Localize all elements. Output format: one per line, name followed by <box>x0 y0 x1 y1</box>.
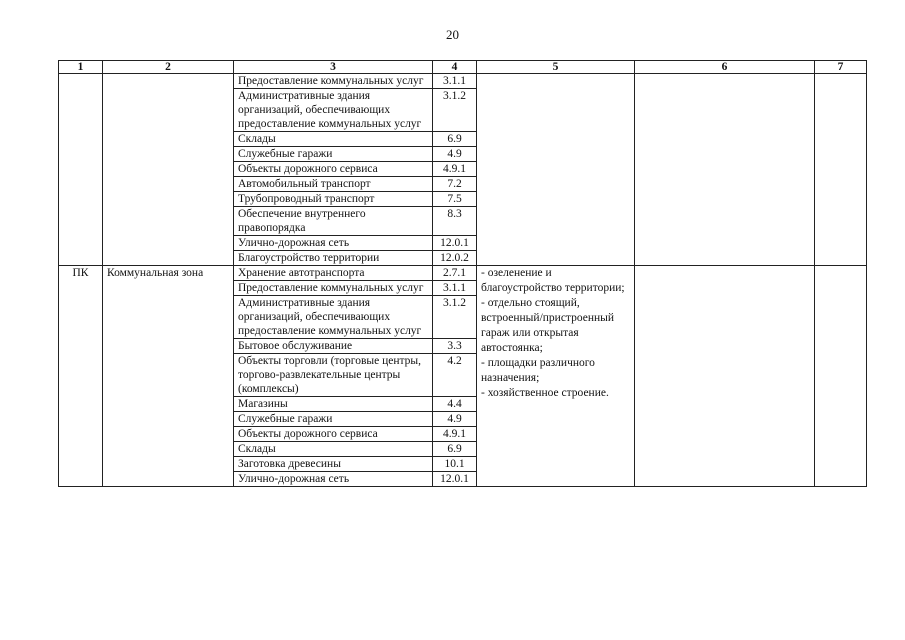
use-code: 4.9.1 <box>433 162 477 177</box>
auxiliary-item: - хозяйственное строение. <box>481 387 609 399</box>
use-name: Административные здания организаций, обеспечивающих предоставление коммунальных услуг <box>234 89 433 132</box>
use-code: 3.1.2 <box>433 296 477 339</box>
auxiliary-item: - озеленение и благоустройство территории; <box>481 267 625 294</box>
column-7-cell <box>815 74 867 266</box>
use-code: 3.1.2 <box>433 89 477 132</box>
zoning-table <box>58 60 867 487</box>
zone-code-cell <box>59 74 103 266</box>
header-cell: 2 <box>103 61 234 74</box>
use-name: Улично-дорожная сеть <box>234 236 433 251</box>
use-code: 2.7.1 <box>433 266 477 281</box>
use-name: Магазины <box>234 397 433 412</box>
use-name: Объекты дорожного сервиса <box>234 162 433 177</box>
use-name: Склады <box>234 442 433 457</box>
use-code: 12.0.1 <box>433 472 477 487</box>
use-name: Бытовое обслуживание <box>234 339 433 354</box>
use-name: Автомобильный транспорт <box>234 177 433 192</box>
use-code: 10.1 <box>433 457 477 472</box>
use-code: 7.2 <box>433 177 477 192</box>
use-code: 8.3 <box>433 207 477 236</box>
header-cell: 3 <box>234 61 433 74</box>
zone-code-cell: ПК <box>59 266 103 487</box>
use-name: Предоставление коммунальных услуг <box>234 74 433 89</box>
use-name: Улично-дорожная сеть <box>234 472 433 487</box>
header-cell: 4 <box>433 61 477 74</box>
header-cell: 6 <box>635 61 815 74</box>
use-name: Обеспечение внутреннего правопорядка <box>234 207 433 236</box>
use-name: Заготовка древесины <box>234 457 433 472</box>
use-name: Хранение автотранспорта <box>234 266 433 281</box>
use-name: Объекты торговли (торговые центры, торгово-развлекательные центры (комплексы) <box>234 354 433 397</box>
use-name: Трубопроводный транспорт <box>234 192 433 207</box>
use-code: 7.5 <box>433 192 477 207</box>
table-row <box>59 266 867 281</box>
use-code: 4.2 <box>433 354 477 397</box>
use-code: 6.9 <box>433 442 477 457</box>
use-name: Благоустройство территории <box>234 251 433 266</box>
use-code: 3.1.1 <box>433 281 477 296</box>
use-name: Административные здания организаций, обеспечивающих предоставление коммунальных услуг <box>234 296 433 339</box>
use-name: Служебные гаражи <box>234 147 433 162</box>
column-6-cell <box>635 266 815 487</box>
header-cell: 7 <box>815 61 867 74</box>
use-code: 12.0.1 <box>433 236 477 251</box>
auxiliary-cell <box>477 74 635 266</box>
use-code: 4.9 <box>433 147 477 162</box>
page-number: 20 <box>446 27 459 42</box>
use-code: 4.4 <box>433 397 477 412</box>
zone-name-cell <box>103 74 234 266</box>
use-code: 4.9 <box>433 412 477 427</box>
use-code: 3.3 <box>433 339 477 354</box>
use-code: 6.9 <box>433 132 477 147</box>
column-7-cell <box>815 266 867 487</box>
use-code: 12.0.2 <box>433 251 477 266</box>
use-code: 4.9.1 <box>433 427 477 442</box>
column-6-cell <box>635 74 815 266</box>
use-code: 3.1.1 <box>433 74 477 89</box>
use-name: Объекты дорожного сервиса <box>234 427 433 442</box>
header-cell: 5 <box>477 61 635 74</box>
zone-name-cell: Коммунальная зона <box>103 266 234 487</box>
header-cell: 1 <box>59 61 103 74</box>
use-name: Служебные гаражи <box>234 412 433 427</box>
auxiliary-item: - отдельно стоящий, встроенный/пристроенный гараж или открытая автостоянка; <box>481 297 615 354</box>
use-name: Предоставление коммунальных услуг <box>234 281 433 296</box>
auxiliary-item: - площадки различного назначения; <box>481 357 595 384</box>
use-name: Склады <box>234 132 433 147</box>
header-row <box>59 61 867 74</box>
table-row <box>59 74 867 89</box>
auxiliary-cell <box>477 266 635 487</box>
